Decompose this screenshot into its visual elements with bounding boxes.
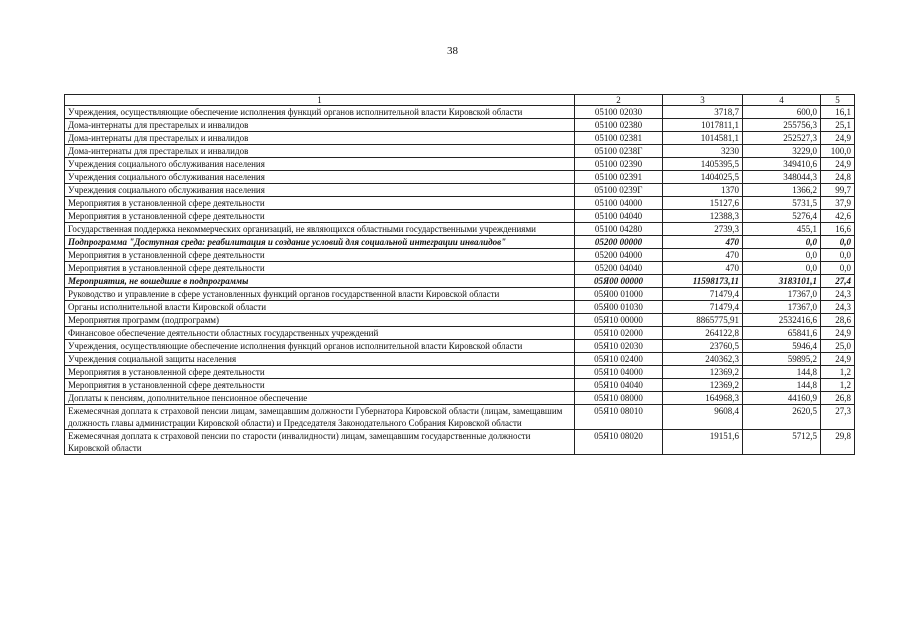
row-value-col3-cell: 23760,5 [663,340,743,353]
row-code-cell: 05200 04000 [575,249,663,262]
row-code-cell: 05Я00 01000 [575,288,663,301]
row-value-col5-cell: 27,3 [821,405,855,430]
row-name-cell: Учреждения социальной защиты населения [65,353,575,366]
row-value-col4-cell: 455,1 [743,223,821,236]
table-row [65,301,855,314]
row-value-col5-cell: 24,9 [821,158,855,171]
table-row [65,430,855,455]
table-row [65,353,855,366]
row-value-col4-cell: 2620,5 [743,405,821,430]
row-value-col4-cell: 44160,9 [743,392,821,405]
row-code-cell: 05Я10 04040 [575,379,663,392]
row-value-col4-cell: 144,8 [743,366,821,379]
row-code-cell: 05100 02391 [575,171,663,184]
row-name-cell: Дома-интернаты для престарелых и инвалидов [65,132,575,145]
row-name-cell: Учреждения социального обслуживания населения [65,158,575,171]
column-header-3: 3 [663,95,743,106]
row-name-cell: Мероприятия в установленной сфере деятельности [65,197,575,210]
row-code-cell: 05100 02380 [575,119,663,132]
table-row [65,366,855,379]
row-code-cell: 05100 04000 [575,197,663,210]
row-code-cell: 05Я10 08000 [575,392,663,405]
table-row [65,340,855,353]
row-value-col4-cell: 2532416,6 [743,314,821,327]
row-name-cell: Учреждения, осуществляющие обеспечение исполнения функций органов исполнительной власти Кировской области [65,340,575,353]
row-value-col3-cell: 71479,4 [663,301,743,314]
row-value-col4-cell: 5712,5 [743,430,821,455]
row-value-col5-cell: 42,6 [821,210,855,223]
row-value-col5-cell: 37,9 [821,197,855,210]
row-name-cell: Мероприятия в установленной сфере деятельности [65,210,575,223]
row-value-col5-cell: 24,8 [821,171,855,184]
row-name-cell: Мероприятия программ (подпрограмм) [65,314,575,327]
row-value-col3-cell: 164968,3 [663,392,743,405]
row-name-cell: Дома-интернаты для престарелых и инвалидов [65,119,575,132]
row-name-cell: Органы исполнительной власти Кировской области [65,301,575,314]
row-value-col3-cell: 1404025,5 [663,171,743,184]
row-value-col4-cell: 144,8 [743,379,821,392]
row-code-cell: 05Я10 02000 [575,327,663,340]
table-row [65,106,855,119]
row-code-cell: 05100 0238Г [575,145,663,158]
table-row [65,184,855,197]
row-value-col5-cell: 28,6 [821,314,855,327]
column-header-4: 4 [743,95,821,106]
row-code-cell: 05100 02030 [575,106,663,119]
row-value-col5-cell: 29,8 [821,430,855,455]
row-value-col5-cell: 24,9 [821,353,855,366]
row-code-cell: 05200 04040 [575,262,663,275]
row-value-col4-cell: 17367,0 [743,301,821,314]
table-subtotal-row [65,275,855,288]
row-value-col4-cell: 0,0 [743,236,821,249]
row-value-col3-cell: 2739,3 [663,223,743,236]
column-header-5: 5 [821,95,855,106]
row-value-col4-cell: 348044,3 [743,171,821,184]
table-row [65,262,855,275]
table-row [65,145,855,158]
row-value-col3-cell: 240362,3 [663,353,743,366]
row-value-col5-cell: 0,0 [821,262,855,275]
table-row [65,327,855,340]
row-code-cell: 05200 00000 [575,236,663,249]
row-value-col5-cell: 16,1 [821,106,855,119]
row-name-cell: Государственная поддержка некоммерческих организаций, не являющихся областными государственными учреждениями [65,223,575,236]
row-code-cell: 05100 0239Г [575,184,663,197]
row-value-col3-cell: 3230 [663,145,743,158]
row-value-col5-cell: 26,8 [821,392,855,405]
table-row [65,249,855,262]
table-row [65,210,855,223]
row-code-cell: 05Я00 01030 [575,301,663,314]
row-name-cell: Подпрограмма "Доступная среда: реабилитация и создание условий для социальной интеграции инвалидов" [65,236,575,249]
row-value-col3-cell: 1405395,5 [663,158,743,171]
table-body [65,106,855,455]
row-code-cell: 05100 04040 [575,210,663,223]
row-value-col3-cell: 12369,2 [663,366,743,379]
row-value-col4-cell: 252527,3 [743,132,821,145]
row-value-col3-cell: 19151,6 [663,430,743,455]
table-header-row [65,95,855,106]
row-value-col3-cell: 470 [663,262,743,275]
table-row [65,132,855,145]
row-name-cell: Финансовое обеспечение деятельности областных государственных учреждений [65,327,575,340]
table-row [65,171,855,184]
row-value-col4-cell: 349410,6 [743,158,821,171]
row-value-col5-cell: 1,2 [821,379,855,392]
row-code-cell: 05Я10 08020 [575,430,663,455]
row-value-col4-cell: 0,0 [743,262,821,275]
row-code-cell: 05Я10 04000 [575,366,663,379]
row-value-col5-cell: 24,9 [821,132,855,145]
table-row [65,119,855,132]
row-value-col5-cell: 25,0 [821,340,855,353]
row-value-col5-cell: 1,2 [821,366,855,379]
row-code-cell: 05Я10 08010 [575,405,663,430]
row-value-col3-cell: 71479,4 [663,288,743,301]
budget-table [64,94,855,455]
row-value-col4-cell: 17367,0 [743,288,821,301]
row-code-cell: 05Я10 00000 [575,314,663,327]
row-value-col5-cell: 27,4 [821,275,855,288]
table-row [65,379,855,392]
row-value-col3-cell: 470 [663,236,743,249]
row-value-col3-cell: 3718,7 [663,106,743,119]
row-value-col3-cell: 12388,3 [663,210,743,223]
row-value-col5-cell: 99,7 [821,184,855,197]
row-value-col3-cell: 8865775,91 [663,314,743,327]
row-name-cell: Руководство и управление в сфере установленных функций органов государственной власти Кировской области [65,288,575,301]
row-value-col4-cell: 65841,6 [743,327,821,340]
row-name-cell: Учреждения социального обслуживания населения [65,184,575,197]
row-value-col4-cell: 3229,0 [743,145,821,158]
table-subtotal-row [65,236,855,249]
row-name-cell: Ежемесячная доплата к страховой пенсии по старости (инвалидности) лицам, замещавшим государственные должности Кировской области [65,430,575,455]
row-code-cell: 05Я00 00000 [575,275,663,288]
row-name-cell: Ежемесячная доплата к страховой пенсии лицам, замещавшим должности Губернатора Кировской области (лицам, замещавшим должность главы администрации Кировской области) и Председателя Законодательного Собрания Кировской области [65,405,575,430]
row-name-cell: Дома-интернаты для престарелых и инвалидов [65,145,575,158]
row-value-col5-cell: 24,9 [821,327,855,340]
row-value-col5-cell: 0,0 [821,236,855,249]
row-value-col5-cell: 25,1 [821,119,855,132]
row-value-col5-cell: 16,6 [821,223,855,236]
row-value-col5-cell: 24,3 [821,288,855,301]
row-value-col5-cell: 0,0 [821,249,855,262]
page-number: 38 [447,45,458,57]
row-value-col4-cell: 5276,4 [743,210,821,223]
row-value-col3-cell: 11598173,11 [663,275,743,288]
row-name-cell: Учреждения социального обслуживания населения [65,171,575,184]
row-name-cell: Учреждения, осуществляющие обеспечение исполнения функций органов исполнительной власти Кировской области [65,106,575,119]
column-header-2: 2 [575,95,663,106]
row-value-col3-cell: 470 [663,249,743,262]
table-row [65,288,855,301]
row-name-cell: Мероприятия в установленной сфере деятельности [65,262,575,275]
row-value-col3-cell: 1370 [663,184,743,197]
row-value-col4-cell: 59895,2 [743,353,821,366]
table-row [65,392,855,405]
row-value-col4-cell: 1366,2 [743,184,821,197]
row-name-cell: Мероприятия в установленной сфере деятельности [65,379,575,392]
row-value-col4-cell: 600,0 [743,106,821,119]
row-code-cell: 05Я10 02030 [575,340,663,353]
row-name-cell: Мероприятия в установленной сфере деятельности [65,249,575,262]
row-value-col3-cell: 1014581,1 [663,132,743,145]
row-value-col4-cell: 5946,4 [743,340,821,353]
row-name-cell: Мероприятия, не вошедшие в подпрограммы [65,275,575,288]
row-value-col4-cell: 0,0 [743,249,821,262]
row-code-cell: 05100 02381 [575,132,663,145]
row-value-col3-cell: 12369,2 [663,379,743,392]
row-value-col3-cell: 264122,8 [663,327,743,340]
table-row [65,314,855,327]
row-value-col3-cell: 1017811,1 [663,119,743,132]
row-value-col4-cell: 255756,3 [743,119,821,132]
row-value-col4-cell: 5731,5 [743,197,821,210]
row-code-cell: 05100 02390 [575,158,663,171]
table-row [65,197,855,210]
row-code-cell: 05Я10 02400 [575,353,663,366]
row-value-col5-cell: 100,0 [821,145,855,158]
row-name-cell: Доплаты к пенсиям, дополнительное пенсионное обеспечение [65,392,575,405]
table-row [65,158,855,171]
row-value-col5-cell: 24,3 [821,301,855,314]
row-code-cell: 05100 04280 [575,223,663,236]
column-header-1: 1 [65,95,575,106]
table-row [65,223,855,236]
row-value-col4-cell: 3183101,1 [743,275,821,288]
table-row [65,405,855,430]
row-name-cell: Мероприятия в установленной сфере деятельности [65,366,575,379]
row-value-col3-cell: 15127,6 [663,197,743,210]
row-value-col3-cell: 9608,4 [663,405,743,430]
